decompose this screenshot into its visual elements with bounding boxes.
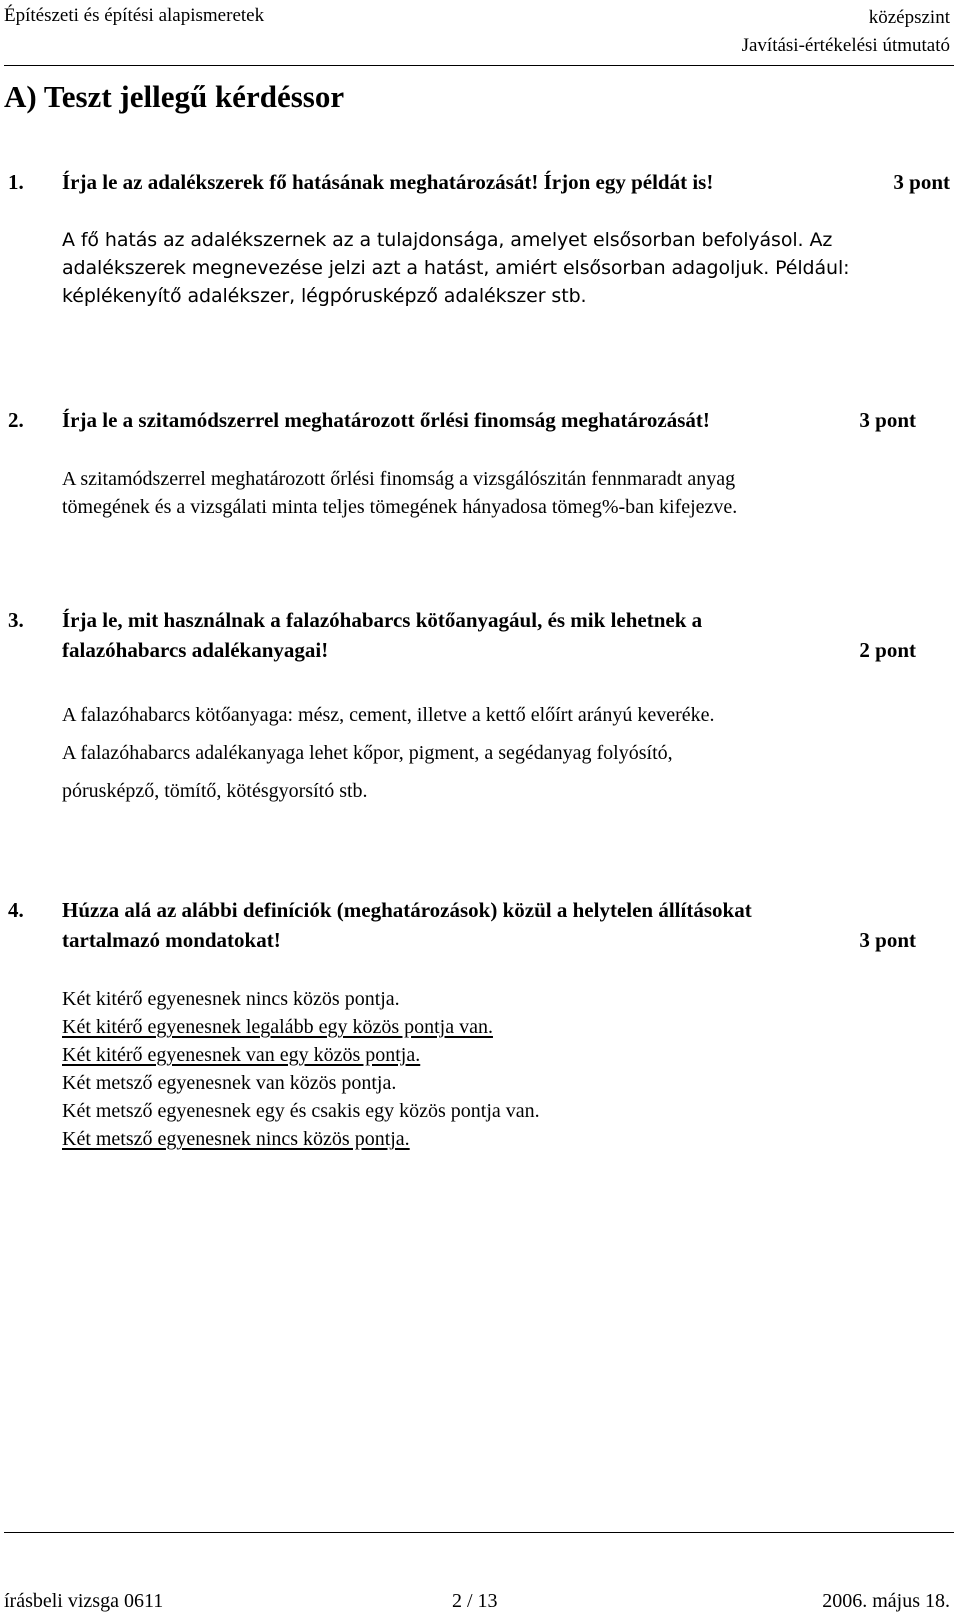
question-text: Írja le az adalékszerek fő hatásának meghatározását! Írjon egy példát is! (62, 170, 714, 194)
question-points: 2 pont (859, 638, 916, 662)
section-title: A) Teszt jellegű kérdéssor (4, 79, 345, 114)
answer-line: pórusképző, tömítő, kötésgyorsító stb. (62, 780, 368, 802)
question-number: 1. (8, 170, 24, 194)
question-1-answer (62, 226, 942, 310)
definition-item-underlined: Két metsző egyenesnek nincs közös pontja. (62, 1128, 410, 1150)
question-text: Írja le, mit használnak a falazóhabarcs kötőanyagául, és mik lehetnek a (62, 608, 703, 632)
definition-item: Két metsző egyenesnek egy és csakis egy közös pontja van. (62, 1100, 540, 1122)
question-text: Írja le a szitamódszerrel meghatározott őrlési finomság meghatározását! (62, 408, 710, 432)
definition-item: Két kitérő egyenesnek nincs közös pontja. (62, 988, 400, 1010)
question-text: Húzza alá az alábbi definíciók (meghatározások) közül a helytelen állításokat (62, 898, 752, 922)
question-number: 4. (8, 898, 24, 922)
question-points: 3 pont (893, 170, 950, 194)
footer-page-number: 2 / 13 (452, 1590, 498, 1612)
definition-item-underlined: Két kitérő egyenesnek van egy közös pontja. (62, 1044, 421, 1066)
header-level: középszint (868, 7, 950, 28)
header-subject: Építészeti és építési alapismeretek (4, 5, 265, 26)
footer-exam-code: írásbeli vizsga 0611 (4, 1590, 164, 1612)
answer-line: tömegének és a vizsgálati minta teljes tömegének hányadosa tömeg%-ban kifejezve. (62, 496, 738, 518)
header-divider (4, 65, 954, 66)
definition-item-underlined: Két kitérő egyenesnek legalább egy közös pontja van. (62, 1016, 493, 1038)
question-3-answer (62, 701, 942, 805)
answer-line: A szitamódszerrel meghatározott őrlési finomság a vizsgálószitán fennmaradt anyag (62, 468, 736, 490)
page-header (0, 0, 960, 68)
question-points: 3 pont (859, 408, 916, 432)
header-guide-title: Javítási-értékelési útmutató (741, 35, 950, 56)
answer-line: képlékenyítő adalékszer, légpórusképző adalékszer stb. (62, 285, 587, 307)
question-number: 3. (8, 608, 24, 632)
answer-line: adalékszerek megnevezése jelzi azt a hatást, amiért elsősorban adagoljuk. Például: (62, 257, 850, 279)
question-number: 2. (8, 408, 24, 432)
definition-item: Két metsző egyenesnek van közös pontja. (62, 1072, 397, 1094)
footer-divider (4, 1532, 954, 1533)
question-2-answer (62, 465, 942, 521)
answer-line: A falazóhabarcs adalékanyaga lehet kőpor, pigment, a segédanyag folyósító, (62, 742, 673, 764)
question-text: tartalmazó mondatokat! (62, 928, 281, 952)
footer-date: 2006. május 18. (822, 1590, 950, 1612)
question-text: falazóhabarcs adalékanyagai! (62, 638, 329, 662)
question-points: 3 pont (859, 928, 916, 952)
header-level-block (742, 4, 950, 60)
answer-line: A fő hatás az adalékszernek az a tulajdonsága, amelyet elsősorban befolyásol. Az (62, 229, 833, 251)
definition-list (62, 985, 942, 1153)
answer-line: A falazóhabarcs kötőanyaga: mész, cement, illetve a kettő előírt arányú keveréke. (62, 704, 715, 726)
